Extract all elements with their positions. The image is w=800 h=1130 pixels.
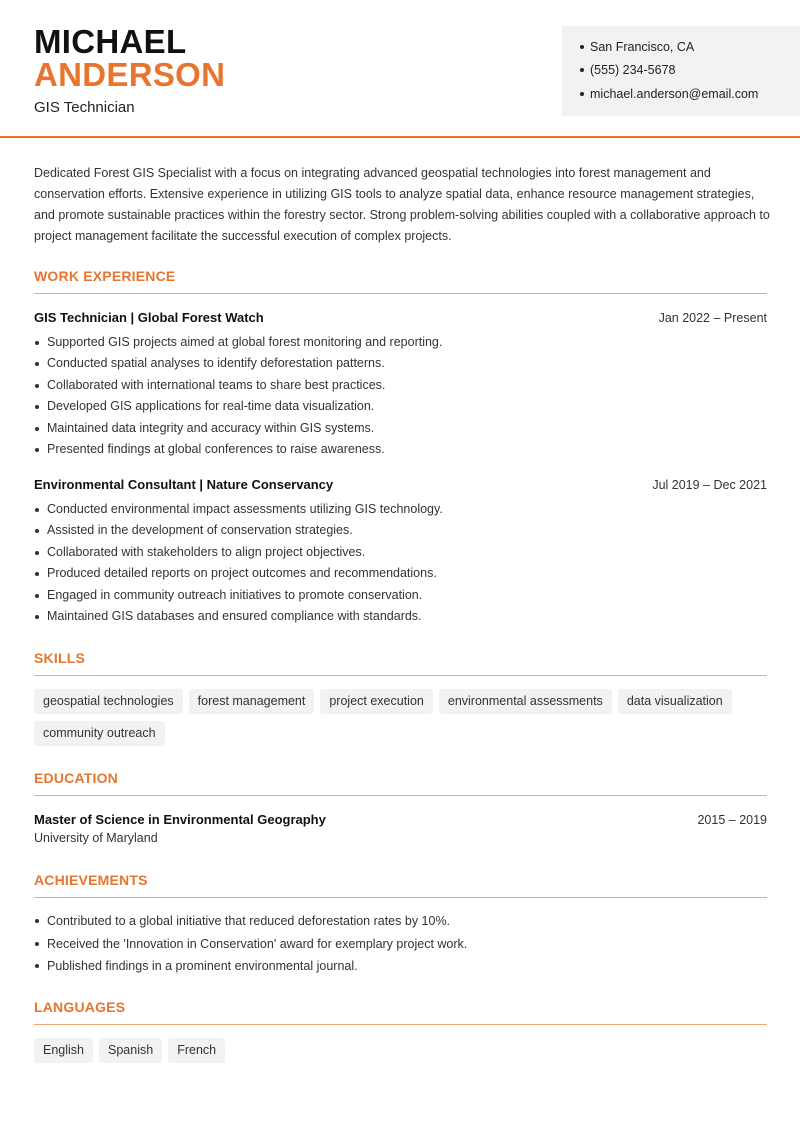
location-text: San Francisco, CA <box>590 40 695 54</box>
list-item: Collaborated with international teams to share best practices. <box>34 375 767 396</box>
job-title: GIS Technician <box>34 99 135 116</box>
list-item: Presented findings at global conferences to raise awareness. <box>34 439 767 460</box>
language-tag: Spanish <box>99 1038 162 1063</box>
list-item: Produced detailed reports on project outcomes and recommendations. <box>34 563 767 584</box>
bullet-icon <box>580 92 584 96</box>
education-dates: 2015 – 2019 <box>697 813 767 827</box>
job-dates: Jul 2019 – Dec 2021 <box>652 478 767 492</box>
job-bullets <box>34 499 767 627</box>
skill-tag: forest management <box>189 689 315 714</box>
bullet-icon <box>580 68 584 72</box>
job-bullets <box>34 332 767 460</box>
list-item: Maintained data integrity and accuracy within GIS systems. <box>34 418 767 439</box>
email-text[interactable]: michael.anderson@email.com <box>590 87 759 101</box>
contact-box <box>562 26 800 116</box>
list-item: Assisted in the development of conservation strategies. <box>34 520 767 541</box>
section-title-education: EDUCATION <box>34 770 767 796</box>
degree: Master of Science in Environmental Geography <box>34 812 326 827</box>
bullet-icon <box>580 45 584 49</box>
contact-location <box>580 39 694 55</box>
skills-list <box>34 689 774 753</box>
first-name: MICHAEL <box>34 23 187 60</box>
section-title-experience: WORK EXPERIENCE <box>34 268 767 294</box>
skill-tag: environmental assessments <box>439 689 612 714</box>
list-item: Developed GIS applications for real-time data visualization. <box>34 396 767 417</box>
section-title-skills: SKILLS <box>34 650 767 676</box>
school-name: University of Maryland <box>34 831 158 845</box>
contact-phone <box>580 62 675 78</box>
section-title-languages: LANGUAGES <box>34 999 767 1025</box>
achievements-list <box>34 910 767 978</box>
list-item: Maintained GIS databases and ensured compliance with standards. <box>34 606 767 627</box>
resume-header <box>0 0 800 138</box>
list-item: Published findings in a prominent environmental journal. <box>34 955 767 978</box>
job-header <box>34 310 767 326</box>
language-tag: English <box>34 1038 93 1063</box>
list-item: Contributed to a global initiative that reduced deforestation rates by 10%. <box>34 910 767 933</box>
list-item: Conducted spatial analyses to identify deforestation patterns. <box>34 353 767 374</box>
language-tag: French <box>168 1038 225 1063</box>
section-title-achievements: ACHIEVEMENTS <box>34 872 767 898</box>
skill-tag: community outreach <box>34 721 165 746</box>
skill-tag: geospatial technologies <box>34 689 183 714</box>
languages-list <box>34 1038 774 1070</box>
skill-tag: data visualization <box>618 689 732 714</box>
list-item: Engaged in community outreach initiatives to promote conservation. <box>34 585 767 606</box>
education-header <box>34 812 767 828</box>
job-role: GIS Technician | Global Forest Watch <box>34 310 264 325</box>
skill-tag: project execution <box>320 689 433 714</box>
contact-email[interactable] <box>580 86 758 102</box>
job-dates: Jan 2022 – Present <box>658 311 767 325</box>
list-item: Collaborated with stakeholders to align project objectives. <box>34 542 767 563</box>
last-name: ANDERSON <box>34 56 226 93</box>
list-item: Supported GIS projects aimed at global forest monitoring and reporting. <box>34 332 767 353</box>
list-item: Received the 'Innovation in Conservation' award for exemplary project work. <box>34 933 767 956</box>
job-role: Environmental Consultant | Nature Conservancy <box>34 477 334 492</box>
list-item: Conducted environmental impact assessments utilizing GIS technology. <box>34 499 767 520</box>
phone-text: (555) 234-5678 <box>590 63 676 77</box>
professional-summary: Dedicated Forest GIS Specialist with a focus on integrating advanced geospatial technologies into forest management and conservation efforts. Extensive experience in utilizing GIS tools to analyze spatial data, enhance resource management strategies, and promote sustainable practices within the forestry sector. Strong problem-solving abilities coupled with a collaborative approach to project management facilitate the successful execution of complex projects. <box>34 166 770 243</box>
job-header <box>34 477 767 493</box>
